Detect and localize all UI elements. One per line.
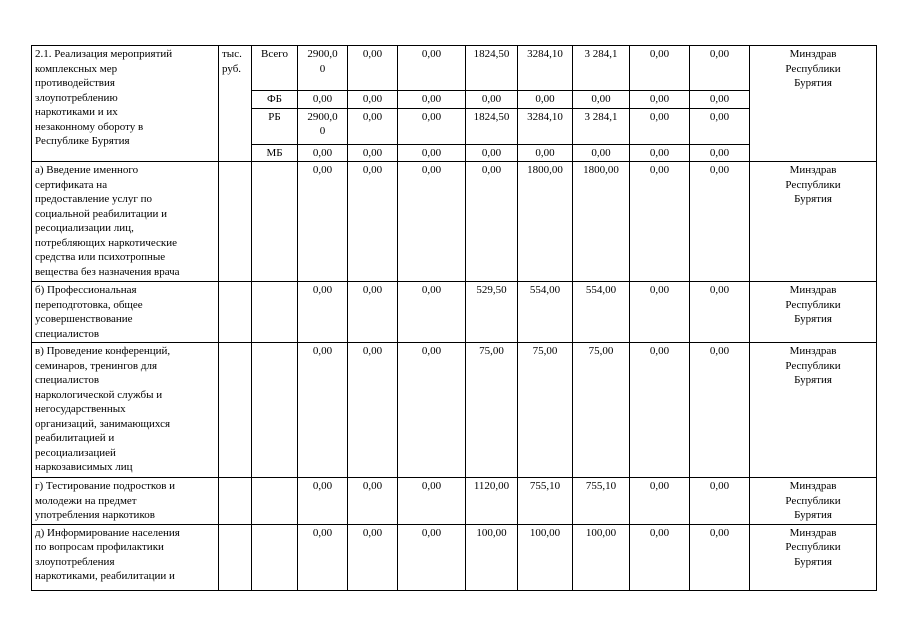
value-cell: 0,00 (690, 282, 750, 343)
value-cell: 0,00 (298, 343, 348, 478)
executor-cell: Минздрав Республики Бурятия (750, 343, 877, 478)
program-measures-table (31, 45, 877, 591)
value-cell: 0,00 (690, 91, 750, 109)
table-row (32, 343, 877, 478)
unit-cell (219, 282, 252, 343)
value-cell: 0,00 (690, 144, 750, 162)
value-cell: 0,00 (398, 144, 466, 162)
value-cell: 0,00 (630, 91, 690, 109)
value-cell: 0,00 (398, 108, 466, 144)
source-label-cell (252, 343, 298, 478)
value-cell: 3284,10 (518, 46, 573, 91)
source-label-cell (252, 524, 298, 590)
value-cell: 1824,50 (466, 46, 518, 91)
value-cell: 0,00 (298, 144, 348, 162)
value-cell: 75,00 (466, 343, 518, 478)
value-cell: 0,00 (573, 144, 630, 162)
table-row (32, 46, 877, 91)
value-cell: 0,00 (690, 46, 750, 91)
value-cell: 0,00 (398, 46, 466, 91)
value-cell: 0,00 (630, 343, 690, 478)
value-cell: 529,50 (466, 282, 518, 343)
value-cell: 0,00 (348, 91, 398, 109)
value-cell: 0,00 (298, 524, 348, 590)
value-cell: 0,00 (348, 478, 398, 525)
value-cell: 100,00 (466, 524, 518, 590)
executor-cell: Минздрав Республики Бурятия (750, 524, 877, 590)
measure-name-cell: д) Информирование населения по вопросам профилактики злоупотребления наркотиками, реабилитации и (32, 524, 219, 590)
table-row (32, 162, 877, 282)
value-cell: 0,00 (630, 478, 690, 525)
measure-name-cell: г) Тестирование подростков и молодежи на предмет употребления наркотиков (32, 478, 219, 525)
value-cell: 2900,0 0 (298, 108, 348, 144)
value-cell: 1800,00 (518, 162, 573, 282)
value-cell: 3 284,1 (573, 108, 630, 144)
value-cell: 0,00 (573, 91, 630, 109)
value-cell: 1120,00 (466, 478, 518, 525)
executor-cell: Минздрав Республики Бурятия (750, 282, 877, 343)
source-label-cell: МБ (252, 144, 298, 162)
source-label-cell (252, 282, 298, 343)
unit-cell (219, 524, 252, 590)
value-cell: 0,00 (298, 282, 348, 343)
source-label-cell (252, 162, 298, 282)
value-cell: 0,00 (348, 343, 398, 478)
value-cell: 75,00 (518, 343, 573, 478)
unit-cell (219, 343, 252, 478)
value-cell: 0,00 (298, 91, 348, 109)
source-label-cell: Всего (252, 46, 298, 91)
value-cell: 0,00 (348, 162, 398, 282)
value-cell: 0,00 (630, 162, 690, 282)
value-cell: 3 284,1 (573, 46, 630, 91)
executor-cell: Минздрав Республики Бурятия (750, 46, 877, 162)
value-cell: 100,00 (518, 524, 573, 590)
value-cell: 0,00 (398, 162, 466, 282)
value-cell: 0,00 (398, 478, 466, 525)
value-cell: 554,00 (518, 282, 573, 343)
value-cell: 0,00 (518, 91, 573, 109)
value-cell: 755,10 (518, 478, 573, 525)
value-cell: 0,00 (690, 524, 750, 590)
executor-cell: Минздрав Республики Бурятия (750, 478, 877, 525)
value-cell: 0,00 (466, 144, 518, 162)
value-cell: 0,00 (348, 46, 398, 91)
value-cell: 0,00 (690, 108, 750, 144)
value-cell: 2900,0 0 (298, 46, 348, 91)
table-row (32, 478, 877, 525)
value-cell: 0,00 (398, 343, 466, 478)
unit-cell: тыс. руб. (219, 46, 252, 162)
source-label-cell: ФБ (252, 91, 298, 109)
measure-name-cell: а) Введение именного сертификата на предоставление услуг по социальной реабилитации и ресоциализации лиц, потребляющих наркотические средства или психотропные вещества без назначения врача (32, 162, 219, 282)
source-label-cell: РБ (252, 108, 298, 144)
value-cell: 0,00 (630, 524, 690, 590)
value-cell: 755,10 (573, 478, 630, 525)
value-cell: 0,00 (630, 282, 690, 343)
value-cell: 0,00 (466, 162, 518, 282)
value-cell: 0,00 (298, 162, 348, 282)
value-cell: 1824,50 (466, 108, 518, 144)
value-cell: 0,00 (298, 478, 348, 525)
unit-cell (219, 478, 252, 525)
measure-name-cell: 2.1. Реализация мероприятий комплексных мер противодействия злоупотреблению наркотиками и их незаконному обороту в Республике Бурятия (32, 46, 219, 162)
measure-name-cell: б) Профессиональная переподготовка, общее усовершенствование специалистов (32, 282, 219, 343)
value-cell: 0,00 (348, 524, 398, 590)
value-cell: 0,00 (348, 144, 398, 162)
value-cell: 0,00 (518, 144, 573, 162)
source-label-cell (252, 478, 298, 525)
value-cell: 1800,00 (573, 162, 630, 282)
value-cell: 75,00 (573, 343, 630, 478)
executor-cell: Минздрав Республики Бурятия (750, 162, 877, 282)
table-row (32, 524, 877, 590)
value-cell: 0,00 (630, 46, 690, 91)
value-cell: 0,00 (690, 162, 750, 282)
value-cell: 0,00 (398, 282, 466, 343)
value-cell: 100,00 (573, 524, 630, 590)
value-cell: 0,00 (630, 108, 690, 144)
value-cell: 0,00 (348, 282, 398, 343)
value-cell: 0,00 (690, 343, 750, 478)
value-cell: 0,00 (398, 91, 466, 109)
value-cell: 554,00 (573, 282, 630, 343)
table-row (32, 282, 877, 343)
value-cell: 0,00 (398, 524, 466, 590)
value-cell: 3284,10 (518, 108, 573, 144)
value-cell: 0,00 (630, 144, 690, 162)
measure-name-cell: в) Проведение конференций, семинаров, тренингов для специалистов наркологической службы и негосударственных организаций, занимающихся реабилитацией и ресоциализацией наркозависимых лиц (32, 343, 219, 478)
value-cell: 0,00 (690, 478, 750, 525)
unit-cell (219, 162, 252, 282)
value-cell: 0,00 (466, 91, 518, 109)
value-cell: 0,00 (348, 108, 398, 144)
